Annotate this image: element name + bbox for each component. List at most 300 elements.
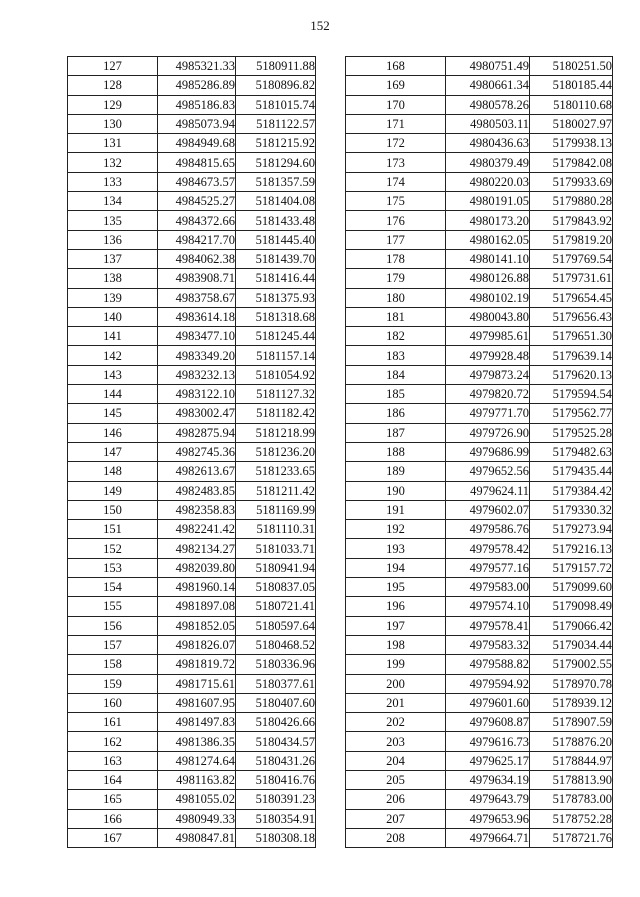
point-number-cell: 192 <box>346 520 446 539</box>
point-number-cell: 153 <box>68 558 158 577</box>
x-coordinate-cell: 4979588.82 <box>446 655 530 674</box>
table-row <box>68 134 316 153</box>
table-row <box>68 558 316 577</box>
x-coordinate-cell: 4979873.24 <box>446 365 530 384</box>
x-coordinate-cell: 4979771.70 <box>446 404 530 423</box>
y-coordinate-cell: 5180837.05 <box>236 578 316 597</box>
x-coordinate-cell: 4980141.10 <box>446 249 530 268</box>
table-row <box>346 462 613 481</box>
y-coordinate-cell: 5180896.82 <box>236 76 316 95</box>
table-row <box>346 674 613 693</box>
table-row <box>346 192 613 211</box>
point-number-cell: 150 <box>68 500 158 519</box>
y-coordinate-cell: 5181294.60 <box>236 153 316 172</box>
y-coordinate-cell: 5180110.68 <box>530 95 613 114</box>
point-number-cell: 187 <box>346 423 446 442</box>
y-coordinate-cell: 5179002.55 <box>530 655 613 674</box>
y-coordinate-cell: 5180911.88 <box>236 57 316 76</box>
table-row <box>346 520 613 539</box>
point-number-cell: 154 <box>68 578 158 597</box>
table-row <box>68 481 316 500</box>
y-coordinate-cell: 5180354.91 <box>236 809 316 828</box>
y-coordinate-cell: 5181182.42 <box>236 404 316 423</box>
y-coordinate-cell: 5178783.00 <box>530 790 613 809</box>
x-coordinate-cell: 4979985.61 <box>446 327 530 346</box>
x-coordinate-cell: 4980173.20 <box>446 211 530 230</box>
table-row <box>68 442 316 461</box>
point-number-cell: 156 <box>68 616 158 635</box>
y-coordinate-cell: 5181357.59 <box>236 172 316 191</box>
point-number-cell: 130 <box>68 114 158 133</box>
table-row <box>346 578 613 597</box>
y-coordinate-cell: 5181416.44 <box>236 269 316 288</box>
x-coordinate-cell: 4980043.80 <box>446 307 530 326</box>
x-coordinate-cell: 4979726.90 <box>446 423 530 442</box>
x-coordinate-cell: 4979601.60 <box>446 693 530 712</box>
table-row <box>68 423 316 442</box>
point-number-cell: 168 <box>346 57 446 76</box>
table-row <box>68 365 316 384</box>
x-coordinate-cell: 4983232.13 <box>158 365 236 384</box>
table-row <box>346 114 613 133</box>
y-coordinate-cell: 5179066.42 <box>530 616 613 635</box>
x-coordinate-cell: 4979608.87 <box>446 713 530 732</box>
y-coordinate-cell: 5179525.28 <box>530 423 613 442</box>
y-coordinate-cell: 5181033.71 <box>236 539 316 558</box>
point-number-cell: 149 <box>68 481 158 500</box>
y-coordinate-cell: 5179769.54 <box>530 249 613 268</box>
point-number-cell: 160 <box>68 693 158 712</box>
point-number-cell: 145 <box>68 404 158 423</box>
x-coordinate-cell: 4984815.65 <box>158 153 236 172</box>
x-coordinate-cell: 4979583.00 <box>446 578 530 597</box>
x-coordinate-cell: 4979616.73 <box>446 732 530 751</box>
point-number-cell: 159 <box>68 674 158 693</box>
x-coordinate-cell: 4984525.27 <box>158 192 236 211</box>
point-number-cell: 157 <box>68 635 158 654</box>
point-number-cell: 169 <box>346 76 446 95</box>
x-coordinate-cell: 4981819.72 <box>158 655 236 674</box>
point-number-cell: 142 <box>68 346 158 365</box>
table-row <box>346 751 613 770</box>
x-coordinate-cell: 4983122.10 <box>158 385 236 404</box>
y-coordinate-cell: 5181015.74 <box>236 95 316 114</box>
x-coordinate-cell: 4982134.27 <box>158 539 236 558</box>
y-coordinate-cell: 5181445.40 <box>236 230 316 249</box>
x-coordinate-cell: 4979586.76 <box>446 520 530 539</box>
y-coordinate-cell: 5181169.99 <box>236 500 316 519</box>
table-row <box>346 346 613 365</box>
x-coordinate-cell: 4979602.07 <box>446 500 530 519</box>
y-coordinate-cell: 5181245.44 <box>236 327 316 346</box>
x-coordinate-cell: 4983349.20 <box>158 346 236 365</box>
x-coordinate-cell: 4980949.33 <box>158 809 236 828</box>
x-coordinate-cell: 4980578.26 <box>446 95 530 114</box>
y-coordinate-cell: 5179099.60 <box>530 578 613 597</box>
y-coordinate-cell: 5179938.13 <box>530 134 613 153</box>
table-row <box>68 172 316 191</box>
coordinate-table-right <box>345 56 613 848</box>
table-row <box>346 172 613 191</box>
y-coordinate-cell: 5181157.14 <box>236 346 316 365</box>
coordinate-table-left <box>67 56 316 848</box>
table-row <box>346 693 613 712</box>
table-row <box>68 713 316 732</box>
table-row <box>68 635 316 654</box>
y-coordinate-cell: 5178907.59 <box>530 713 613 732</box>
point-number-cell: 207 <box>346 809 446 828</box>
y-coordinate-cell: 5179384.42 <box>530 481 613 500</box>
point-number-cell: 162 <box>68 732 158 751</box>
table-row <box>346 153 613 172</box>
y-coordinate-cell: 5181215.92 <box>236 134 316 153</box>
x-coordinate-cell: 4979928.48 <box>446 346 530 365</box>
point-number-cell: 197 <box>346 616 446 635</box>
x-coordinate-cell: 4982483.85 <box>158 481 236 500</box>
x-coordinate-cell: 4980436.63 <box>446 134 530 153</box>
x-coordinate-cell: 4980126.88 <box>446 269 530 288</box>
y-coordinate-cell: 5179594.54 <box>530 385 613 404</box>
y-coordinate-cell: 5179620.13 <box>530 365 613 384</box>
table-row <box>346 57 613 76</box>
point-number-cell: 185 <box>346 385 446 404</box>
table-row <box>68 307 316 326</box>
table-row <box>68 616 316 635</box>
x-coordinate-cell: 4979664.71 <box>446 828 530 847</box>
point-number-cell: 177 <box>346 230 446 249</box>
table-row <box>346 655 613 674</box>
point-number-cell: 167 <box>68 828 158 847</box>
table-row <box>346 307 613 326</box>
point-number-cell: 183 <box>346 346 446 365</box>
table-row <box>346 327 613 346</box>
point-number-cell: 164 <box>68 770 158 789</box>
point-number-cell: 206 <box>346 790 446 809</box>
x-coordinate-cell: 4985286.89 <box>158 76 236 95</box>
y-coordinate-cell: 5179562.77 <box>530 404 613 423</box>
x-coordinate-cell: 4984372.66 <box>158 211 236 230</box>
table-row <box>68 230 316 249</box>
x-coordinate-cell: 4979634.19 <box>446 770 530 789</box>
y-coordinate-cell: 5181054.92 <box>236 365 316 384</box>
y-coordinate-cell: 5181439.70 <box>236 249 316 268</box>
y-coordinate-cell: 5179330.32 <box>530 500 613 519</box>
table-row <box>68 500 316 519</box>
x-coordinate-cell: 4981055.02 <box>158 790 236 809</box>
x-coordinate-cell: 4979652.56 <box>446 462 530 481</box>
point-number-cell: 171 <box>346 114 446 133</box>
point-number-cell: 182 <box>346 327 446 346</box>
table-row <box>346 76 613 95</box>
point-number-cell: 174 <box>346 172 446 191</box>
table-row <box>68 249 316 268</box>
x-coordinate-cell: 4979624.11 <box>446 481 530 500</box>
y-coordinate-cell: 5181211.42 <box>236 481 316 500</box>
x-coordinate-cell: 4981497.83 <box>158 713 236 732</box>
y-coordinate-cell: 5178752.28 <box>530 809 613 828</box>
point-number-cell: 151 <box>68 520 158 539</box>
y-coordinate-cell: 5180468.52 <box>236 635 316 654</box>
table-row <box>346 828 613 847</box>
point-number-cell: 163 <box>68 751 158 770</box>
y-coordinate-cell: 5179843.92 <box>530 211 613 230</box>
table-row <box>68 327 316 346</box>
table-row <box>346 481 613 500</box>
point-number-cell: 134 <box>68 192 158 211</box>
x-coordinate-cell: 4981852.05 <box>158 616 236 635</box>
table-row <box>68 76 316 95</box>
point-number-cell: 188 <box>346 442 446 461</box>
table-row <box>68 211 316 230</box>
y-coordinate-cell: 5180185.44 <box>530 76 613 95</box>
point-number-cell: 181 <box>346 307 446 326</box>
table-row <box>346 404 613 423</box>
point-number-cell: 199 <box>346 655 446 674</box>
table-row <box>346 249 613 268</box>
table-row <box>346 635 613 654</box>
x-coordinate-cell: 4979643.79 <box>446 790 530 809</box>
y-coordinate-cell: 5180391.23 <box>236 790 316 809</box>
y-coordinate-cell: 5178876.20 <box>530 732 613 751</box>
table-row <box>68 114 316 133</box>
point-number-cell: 191 <box>346 500 446 519</box>
point-number-cell: 148 <box>68 462 158 481</box>
table-row <box>346 500 613 519</box>
point-number-cell: 201 <box>346 693 446 712</box>
table-row <box>68 462 316 481</box>
x-coordinate-cell: 4979594.92 <box>446 674 530 693</box>
point-number-cell: 180 <box>346 288 446 307</box>
y-coordinate-cell: 5180377.61 <box>236 674 316 693</box>
table-row <box>346 539 613 558</box>
y-coordinate-cell: 5180336.96 <box>236 655 316 674</box>
point-number-cell: 139 <box>68 288 158 307</box>
y-coordinate-cell: 5181122.57 <box>236 114 316 133</box>
point-number-cell: 127 <box>68 57 158 76</box>
point-number-cell: 204 <box>346 751 446 770</box>
y-coordinate-cell: 5178813.90 <box>530 770 613 789</box>
x-coordinate-cell: 4982613.67 <box>158 462 236 481</box>
y-coordinate-cell: 5179273.94 <box>530 520 613 539</box>
y-coordinate-cell: 5179731.61 <box>530 269 613 288</box>
point-number-cell: 161 <box>68 713 158 732</box>
point-number-cell: 137 <box>68 249 158 268</box>
y-coordinate-cell: 5181218.99 <box>236 423 316 442</box>
y-coordinate-cell: 5180941.94 <box>236 558 316 577</box>
y-coordinate-cell: 5181233.65 <box>236 462 316 481</box>
table-row <box>346 597 613 616</box>
point-number-cell: 143 <box>68 365 158 384</box>
x-coordinate-cell: 4981607.95 <box>158 693 236 712</box>
y-coordinate-cell: 5179435.44 <box>530 462 613 481</box>
x-coordinate-cell: 4984949.68 <box>158 134 236 153</box>
table-row <box>68 809 316 828</box>
point-number-cell: 190 <box>346 481 446 500</box>
x-coordinate-cell: 4979653.96 <box>446 809 530 828</box>
point-number-cell: 175 <box>346 192 446 211</box>
x-coordinate-cell: 4983908.71 <box>158 269 236 288</box>
y-coordinate-cell: 5179880.28 <box>530 192 613 211</box>
x-coordinate-cell: 4979578.41 <box>446 616 530 635</box>
y-coordinate-cell: 5180027.97 <box>530 114 613 133</box>
point-number-cell: 193 <box>346 539 446 558</box>
y-coordinate-cell: 5181433.48 <box>236 211 316 230</box>
point-number-cell: 140 <box>68 307 158 326</box>
x-coordinate-cell: 4979577.16 <box>446 558 530 577</box>
table-row <box>68 539 316 558</box>
y-coordinate-cell: 5180597.64 <box>236 616 316 635</box>
table-row <box>68 192 316 211</box>
x-coordinate-cell: 4981715.61 <box>158 674 236 693</box>
x-coordinate-cell: 4980661.34 <box>446 76 530 95</box>
point-number-cell: 173 <box>346 153 446 172</box>
table-row <box>346 770 613 789</box>
point-number-cell: 196 <box>346 597 446 616</box>
table-row <box>68 578 316 597</box>
y-coordinate-cell: 5181110.31 <box>236 520 316 539</box>
y-coordinate-cell: 5181404.08 <box>236 192 316 211</box>
y-coordinate-cell: 5180434.57 <box>236 732 316 751</box>
x-coordinate-cell: 4982039.80 <box>158 558 236 577</box>
y-coordinate-cell: 5180251.50 <box>530 57 613 76</box>
x-coordinate-cell: 4983477.10 <box>158 327 236 346</box>
table-row <box>68 288 316 307</box>
table-row <box>346 211 613 230</box>
point-number-cell: 194 <box>346 558 446 577</box>
y-coordinate-cell: 5181236.20 <box>236 442 316 461</box>
x-coordinate-cell: 4981897.08 <box>158 597 236 616</box>
point-number-cell: 133 <box>68 172 158 191</box>
table-row <box>346 423 613 442</box>
point-number-cell: 179 <box>346 269 446 288</box>
point-number-cell: 128 <box>68 76 158 95</box>
table-row <box>68 732 316 751</box>
x-coordinate-cell: 4979578.42 <box>446 539 530 558</box>
point-number-cell: 203 <box>346 732 446 751</box>
y-coordinate-cell: 5179216.13 <box>530 539 613 558</box>
table-row <box>68 153 316 172</box>
x-coordinate-cell: 4979820.72 <box>446 385 530 404</box>
point-number-cell: 178 <box>346 249 446 268</box>
x-coordinate-cell: 4985321.33 <box>158 57 236 76</box>
x-coordinate-cell: 4980751.49 <box>446 57 530 76</box>
y-coordinate-cell: 5178844.97 <box>530 751 613 770</box>
table-row <box>346 809 613 828</box>
x-coordinate-cell: 4982358.83 <box>158 500 236 519</box>
x-coordinate-cell: 4981826.07 <box>158 635 236 654</box>
y-coordinate-cell: 5179098.49 <box>530 597 613 616</box>
table-row <box>68 770 316 789</box>
x-coordinate-cell: 4982745.36 <box>158 442 236 461</box>
y-coordinate-cell: 5179654.45 <box>530 288 613 307</box>
table-row <box>68 269 316 288</box>
table-row <box>346 558 613 577</box>
table-row <box>68 520 316 539</box>
y-coordinate-cell: 5180721.41 <box>236 597 316 616</box>
point-number-cell: 166 <box>68 809 158 828</box>
point-number-cell: 138 <box>68 269 158 288</box>
point-number-cell: 141 <box>68 327 158 346</box>
table-row <box>346 713 613 732</box>
point-number-cell: 200 <box>346 674 446 693</box>
y-coordinate-cell: 5181127.32 <box>236 385 316 404</box>
y-coordinate-cell: 5179482.63 <box>530 442 613 461</box>
x-coordinate-cell: 4985073.94 <box>158 114 236 133</box>
x-coordinate-cell: 4979686.99 <box>446 442 530 461</box>
y-coordinate-cell: 5180308.18 <box>236 828 316 847</box>
table-row <box>68 95 316 114</box>
x-coordinate-cell: 4979583.32 <box>446 635 530 654</box>
point-number-cell: 184 <box>346 365 446 384</box>
point-number-cell: 170 <box>346 95 446 114</box>
x-coordinate-cell: 4980102.19 <box>446 288 530 307</box>
x-coordinate-cell: 4980379.49 <box>446 153 530 172</box>
table-row <box>346 732 613 751</box>
point-number-cell: 146 <box>68 423 158 442</box>
point-number-cell: 189 <box>346 462 446 481</box>
point-number-cell: 144 <box>68 385 158 404</box>
y-coordinate-cell: 5181318.68 <box>236 307 316 326</box>
table-row <box>68 655 316 674</box>
y-coordinate-cell: 5178939.12 <box>530 693 613 712</box>
y-coordinate-cell: 5181375.93 <box>236 288 316 307</box>
table-row <box>68 57 316 76</box>
point-number-cell: 186 <box>346 404 446 423</box>
point-number-cell: 147 <box>68 442 158 461</box>
x-coordinate-cell: 4981274.64 <box>158 751 236 770</box>
point-number-cell: 198 <box>346 635 446 654</box>
x-coordinate-cell: 4980191.05 <box>446 192 530 211</box>
y-coordinate-cell: 5179819.20 <box>530 230 613 249</box>
x-coordinate-cell: 4983002.47 <box>158 404 236 423</box>
point-number-cell: 158 <box>68 655 158 674</box>
x-coordinate-cell: 4981960.14 <box>158 578 236 597</box>
y-coordinate-cell: 5180426.66 <box>236 713 316 732</box>
x-coordinate-cell: 4984673.57 <box>158 172 236 191</box>
point-number-cell: 132 <box>68 153 158 172</box>
point-number-cell: 172 <box>346 134 446 153</box>
point-number-cell: 205 <box>346 770 446 789</box>
y-coordinate-cell: 5179933.69 <box>530 172 613 191</box>
point-number-cell: 165 <box>68 790 158 809</box>
table-row <box>68 751 316 770</box>
table-row <box>68 674 316 693</box>
y-coordinate-cell: 5179639.14 <box>530 346 613 365</box>
table-row <box>346 288 613 307</box>
y-coordinate-cell: 5179034.44 <box>530 635 613 654</box>
y-coordinate-cell: 5180416.76 <box>236 770 316 789</box>
table-row <box>68 828 316 847</box>
table-row <box>346 269 613 288</box>
x-coordinate-cell: 4985186.83 <box>158 95 236 114</box>
x-coordinate-cell: 4982241.42 <box>158 520 236 539</box>
x-coordinate-cell: 4984217.70 <box>158 230 236 249</box>
x-coordinate-cell: 4979574.10 <box>446 597 530 616</box>
table-row <box>346 134 613 153</box>
table-row <box>346 790 613 809</box>
x-coordinate-cell: 4981386.35 <box>158 732 236 751</box>
x-coordinate-cell: 4984062.38 <box>158 249 236 268</box>
point-number-cell: 202 <box>346 713 446 732</box>
y-coordinate-cell: 5178721.76 <box>530 828 613 847</box>
y-coordinate-cell: 5180431.26 <box>236 751 316 770</box>
table-row <box>346 365 613 384</box>
x-coordinate-cell: 4980162.05 <box>446 230 530 249</box>
point-number-cell: 195 <box>346 578 446 597</box>
table-row <box>346 616 613 635</box>
table-row <box>68 385 316 404</box>
x-coordinate-cell: 4980220.03 <box>446 172 530 191</box>
